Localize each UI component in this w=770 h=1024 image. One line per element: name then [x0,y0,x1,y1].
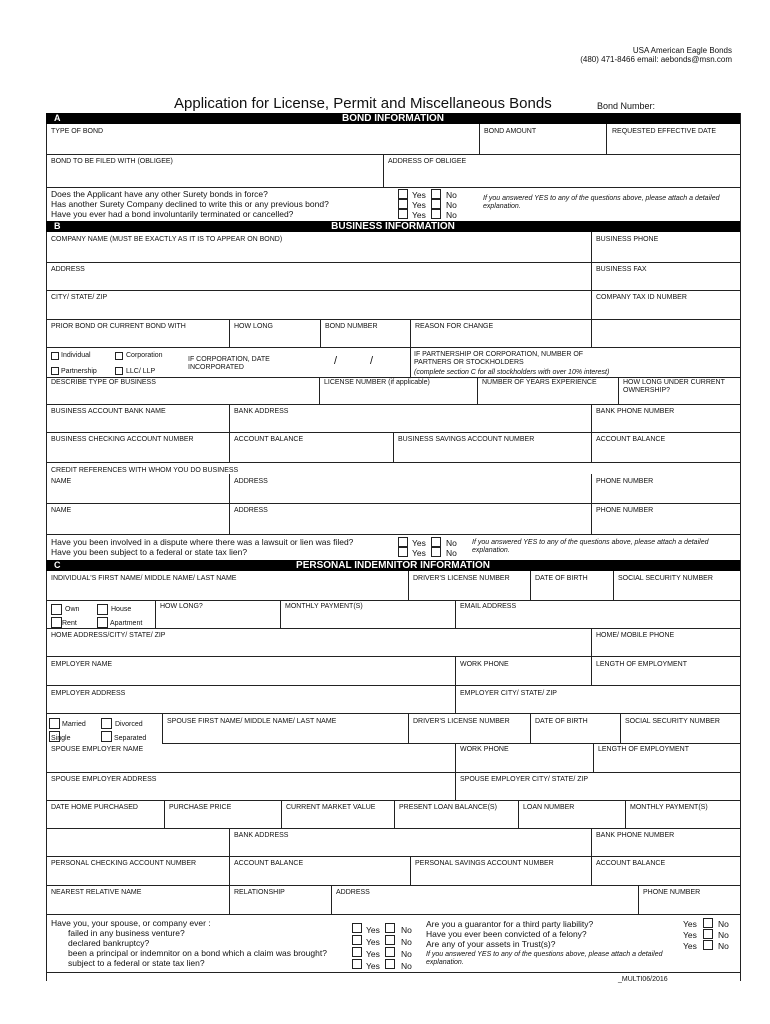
partners-label: IF PARTNERSHIP OR CORPORATION, NUMBER OF PARTNERS OR STOCKHOLDERS [414,351,584,366]
form-id: _MULTI06/2016 [618,976,668,983]
spouse-dl-label: DRIVER'S LICENSE NUMBER [413,718,510,725]
b-q2: Have you been subject to a federal or state tax lien? [51,547,248,557]
no-label: No [446,538,457,548]
ref2-address-label: ADDRESS [234,507,268,514]
ref1-name-label: NAME [51,478,72,485]
how-long-residence-label: HOW LONG? [160,603,203,610]
corporation-checkbox[interactable] [115,352,123,360]
separated-checkbox[interactable] [101,731,112,742]
no-label: No [401,937,412,947]
yes-label: Yes [412,200,426,210]
b-q2-yes-checkbox[interactable] [398,547,408,557]
a-q2: Has another Surety Company declined to write this or any previous bond? [51,199,329,209]
loan-balance-label: PRESENT LOAN BALANCE(S) [399,804,497,811]
apartment-checkbox[interactable] [97,617,108,628]
obligee-address-label: ADDRESS OF OBLIGEE [388,158,467,165]
employer-label: EMPLOYER NAME [51,661,113,668]
date-home-label: DATE HOME PURCHASED [51,804,138,811]
c-note: If you answered YES to any of the questions above, please attach a detailed explanation. [426,951,663,966]
corporation-label: Corporation [126,352,163,359]
yes-label: Yes [683,930,697,940]
c-q5-yes-checkbox[interactable] [703,918,713,928]
a-q3-yes-checkbox[interactable] [398,209,408,219]
b-q1-no-checkbox[interactable] [431,537,441,547]
section-a-bar [46,113,740,124]
purchase-price-label: PURCHASE PRICE [169,804,232,811]
describe-business-label: DESCRIBE TYPE OF BUSINESS [51,379,156,386]
spouse-name-label: SPOUSE FIRST NAME/ MIDDLE NAME/ LAST NAME [167,718,337,725]
obligee-label: BOND TO BE FILED WITH (OBLIGEE) [51,158,173,165]
employer-address-label: EMPLOYER ADDRESS [51,690,126,697]
c-q7-yes-checkbox[interactable] [703,940,713,950]
relative-name-label: NEAREST RELATIVE NAME [51,889,142,896]
market-value-label: CURRENT MARKET VALUE [286,804,376,811]
partnership-label: Partnership [61,368,97,375]
personal-balance2-label: ACCOUNT BALANCE [596,860,666,867]
yes-label: Yes [412,538,426,548]
license-number-label: LICENSE NUMBER (if applicable) [324,379,430,386]
personal-balance-label: ACCOUNT BALANCE [234,860,304,867]
bond-number-label: BOND NUMBER [325,323,378,330]
yes-label: Yes [366,949,380,959]
bond-number-label: Bond Number: [597,101,656,111]
yes-label: Yes [683,941,697,951]
section-a-letter: A [54,113,61,123]
a-q3: Have you ever had a bond involuntarily terminated or cancelled? [51,209,294,219]
bank-name-label: BUSINESS ACCOUNT BANK NAME [51,408,166,415]
if-corp-date-label: IF CORPORATION, DATE INCORPORATED [188,356,270,371]
length-employment-label: LENGTH OF EMPLOYMENT [596,661,688,668]
c-q2: declared bankruptcy? [68,938,150,948]
relationship-label: RELATIONSHIP [234,889,285,896]
type-of-bond-label: TYPE OF BOND [51,128,104,135]
spouse-ssn-label: SOCIAL SECURITY NUMBER [625,718,720,725]
employer-city-label: EMPLOYER CITY/ STATE/ ZIP [460,690,557,697]
c-q4-no-checkbox[interactable] [385,959,395,969]
no-label: No [446,190,457,200]
yes-label: Yes [366,937,380,947]
ref1-phone-label: PHONE NUMBER [596,478,654,485]
home-phone-label: HOME/ MOBILE PHONE [596,632,675,639]
rent-label: Rent [62,620,77,627]
monthly-payments-label: MONTHLY PAYMENT(S) [630,804,708,811]
c-q5: Are you a guarantor for a third party liability? [426,919,594,929]
a-note: If you answered YES to any of the questions above, please attach a detailed explanation. [483,195,720,210]
c-q1: failed in any business venture? [68,928,185,938]
no-label: No [718,930,729,940]
reason-label: REASON FOR CHANGE [415,323,494,330]
no-label: No [718,941,729,951]
c-q3-yes-checkbox[interactable] [352,947,362,957]
bank-address-label: BANK ADDRESS [234,408,289,415]
spouse-emp-city-label: SPOUSE EMPLOYER CITY/ STATE/ ZIP [460,776,589,783]
c-q3: been a principal or indemnitor on a bond which a claim was brought? [68,948,327,958]
tax-id-label: COMPANY TAX ID NUMBER [596,294,687,301]
spouse-employer-label: SPOUSE EMPLOYER NAME [51,746,144,753]
relative-phone-label: PHONE NUMBER [643,889,701,896]
account-balance2-label: ACCOUNT BALANCE [596,436,666,443]
a-q1-no-checkbox[interactable] [431,189,441,199]
a-q2-no-checkbox[interactable] [431,199,441,209]
married-label: Married [62,721,86,728]
b-q2-no-checkbox[interactable] [431,547,441,557]
yes-label: Yes [683,919,697,929]
relative-address-label: ADDRESS [336,889,370,896]
a-q1: Does the Applicant have any other Surety bonds in force? [51,189,268,199]
indiv-name-label: INDIVIDUAL'S FIRST NAME/ MIDDLE NAME/ LAST NAME [51,575,237,582]
c-q4-yes-checkbox[interactable] [352,959,362,969]
divorced-checkbox[interactable] [101,718,112,729]
ref1-address-label: ADDRESS [234,478,268,485]
c-q7: Are any of your assets in Trust(s)? [426,939,556,949]
loan-number-label: LOAN NUMBER [523,804,575,811]
married-checkbox[interactable] [49,718,60,729]
c-q2-no-checkbox[interactable] [385,935,395,945]
section-b-bar [46,221,740,232]
individual-label: Individual [61,352,91,359]
separated-label: Separated [114,735,147,742]
yes-label: Yes [366,961,380,971]
section-c-bar [46,560,740,571]
section-a-title: BOND INFORMATION [341,113,445,124]
business-phone-label: BUSINESS PHONE [596,236,659,243]
date-slash: / [370,355,374,367]
prior-bond-label: PRIOR BOND OR CURRENT BOND WITH [51,323,186,330]
c-q2-yes-checkbox[interactable] [352,935,362,945]
single-label: Single [51,735,71,742]
partnership-checkbox[interactable] [51,367,59,375]
partners-note: (complete section C for all stockholders with over 10% interest) [414,369,610,376]
c-q1-yes-checkbox[interactable] [352,923,362,933]
no-label: No [446,548,457,558]
a-q3-no-checkbox[interactable] [431,209,441,219]
requested-date-label: REQUESTED EFFECTIVE DATE [612,128,717,135]
yes-label: Yes [412,190,426,200]
c-q6-yes-checkbox[interactable] [703,929,713,939]
apartment-label: Apartment [110,620,143,627]
no-label: No [446,200,457,210]
personal-savings-label: PERSONAL SAVINGS ACCOUNT NUMBER [415,860,554,867]
business-fax-label: BUSINESS FAX [596,266,647,273]
monthly-payment-label: MONTHLY PAYMENT(S) [285,603,363,610]
yes-label: Yes [412,210,426,220]
own-label: Own [65,606,80,613]
llc-label: LLC/ LLP [126,368,156,375]
bond-amount-label: BOND AMOUNT [484,128,537,135]
spouse-work-phone-label: WORK PHONE [460,746,509,753]
personal-bank-address-label: BANK ADDRESS [234,832,289,839]
spouse-dob-label: DATE OF BIRTH [535,718,588,725]
section-c-letter: C [54,560,61,570]
c-q1-no-checkbox[interactable] [385,923,395,933]
house-checkbox[interactable] [97,604,108,615]
c-q6: Have you ever been convicted of a felony? [426,929,587,939]
section-b-letter: B [54,221,61,231]
home-address-label: HOME ADDRESS/CITY/ STATE/ ZIP [51,632,166,639]
c-q3-no-checkbox[interactable] [385,947,395,957]
divorced-label: Divorced [115,721,143,728]
own-checkbox[interactable] [51,604,62,615]
savings-label: BUSINESS SAVINGS ACCOUNT NUMBER [398,436,535,443]
city-state-zip-label: CITY/ STATE/ ZIP [51,294,108,301]
section-b-title: BUSINESS INFORMATION [331,221,455,232]
b-q1: Have you been involved in a dispute where there was a lawsuit or lien was filed? [51,537,354,547]
yes-label: Yes [366,925,380,935]
how-long-label: HOW LONG [234,323,273,330]
yes-label: Yes [412,548,426,558]
email-label: EMAIL ADDRESS [460,603,517,610]
personal-checking-label: PERSONAL CHECKING ACCOUNT NUMBER [51,860,197,867]
ref2-phone-label: PHONE NUMBER [596,507,654,514]
company-name-label: COMPANY NAME (MUST BE EXACTLY AS IT IS TO APPEAR ON BOND) [51,236,283,243]
b-note: If you answered YES to any of the questions above, please attach a detailed explanation. [472,539,709,554]
how-long-ownership-label: HOW LONG UNDER CURRENT OWNERSHIP? [623,379,725,394]
llc-checkbox[interactable] [115,367,123,375]
no-label: No [401,925,412,935]
no-label: No [401,961,412,971]
work-phone-label: WORK PHONE [460,661,509,668]
a-q2-yes-checkbox[interactable] [398,199,408,209]
checking-label: BUSINESS CHECKING ACCOUNT NUMBER [51,436,194,443]
no-label: No [718,919,729,929]
no-label: No [401,949,412,959]
ref2-name-label: NAME [51,507,72,514]
company-contact: (480) 471-8466 email: aebonds@msn.com [580,55,732,64]
ssn-label: SOCIAL SECURITY NUMBER [618,575,713,582]
date-slash: / [334,355,338,367]
bank-phone-label: BANK PHONE NUMBER [596,408,675,415]
section-c-title: PERSONAL INDEMNITOR INFORMATION [296,560,490,571]
a-q1-yes-checkbox[interactable] [398,189,408,199]
address-label: ADDRESS [51,266,85,273]
form-title: Application for License, Permit and Miscellaneous Bonds [174,95,552,112]
company-name: USA American Eagle Bonds [632,46,732,55]
c-q4: subject to a federal or state tax lien? [68,958,205,968]
spouse-emp-address-label: SPOUSE EMPLOYER ADDRESS [51,776,157,783]
b-q1-yes-checkbox[interactable] [398,537,408,547]
personal-bank-phone-label: BANK PHONE NUMBER [596,832,675,839]
credit-refs-label: CREDIT REFERENCES WITH WHOM YOU DO BUSINESS [51,467,239,474]
dob-label: DATE OF BIRTH [535,575,588,582]
house-label: House [111,606,132,613]
dl-label: DRIVER'S LICENSE NUMBER [413,575,510,582]
individual-checkbox[interactable] [51,352,59,360]
no-label: No [446,210,457,220]
spouse-length-label: LENGTH OF EMPLOYMENT [598,746,690,753]
account-balance-label: ACCOUNT BALANCE [234,436,304,443]
c-q-intro: Have you, your spouse, or company ever : [51,918,211,928]
years-experience-label: NUMBER OF YEARS EXPERIENCE [482,379,597,386]
